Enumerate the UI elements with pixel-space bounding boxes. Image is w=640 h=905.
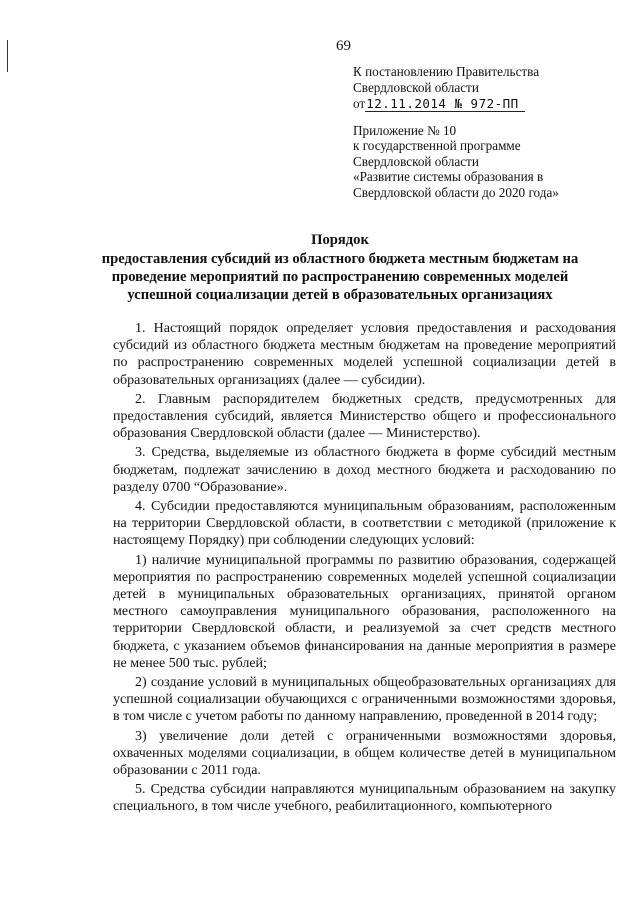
decree-number-sign: № (454, 95, 463, 111)
appendix-reference (353, 123, 559, 200)
condition-3: 3) увеличение доли детей с ограниченными возможностями здоровья, охваченных моделями социализации, в общем количестве детей в муниципальном образовании с 2011 года. (113, 728, 616, 779)
appendix-line-2: к государственной программе (353, 138, 521, 154)
decree-date-number (353, 96, 539, 112)
condition-1: 1) наличие муниципальной программы по развитию образования, содержащей мероприятия по распространению современных моделей успешной социализации детей в муниципальных образовательных организациях, принятой органом местного самоуправления муниципального образования, расположенного на территории Свердловской области, и реализуемой за счет средств местного бюджета, с указанием объемов финансирования на данные мероприятия в размере не менее 500 тыс. рублей; (113, 552, 616, 671)
title-main: Порядок (311, 232, 369, 248)
decree-date: 12.11.2014 (366, 95, 447, 111)
condition-2: 2) создание условий в муниципальных общеобразовательных организациях для успешной социализации обучающихся с ограниченными возможностями здоровья, в том числе с учетом работы по данному направлению, проведенной в 2014 году; (113, 675, 616, 725)
decree-prefix: от (353, 95, 366, 111)
title-line-2: проведение мероприятий по распространению современных моделей (111, 269, 569, 285)
title-line-1: предоставления субсидий из областного бюджета местным бюджетам на (101, 251, 579, 267)
appendix-line-1: Приложение № 10 (353, 123, 457, 138)
paragraph-1: 1. Настоящий порядок определяет условия предоставления и расходования субсидий из областного бюджета местным бюджетам на проведение мероприятий по распространению современных моделей успешной социализации детей в образовательных организациях (далее — субсидии). (113, 321, 616, 388)
decree-reference (353, 64, 539, 111)
paragraph-4: 4. Субсидии предоставляются муниципальным образованиям, расположенным на территории Свердловской области, в соответствии с методикой (приложение к настоящему Порядку) при соблюдении следующих условий: (113, 499, 616, 549)
decree-date-handwritten (365, 96, 525, 112)
decree-line-1: К постановлению Правительства (353, 64, 540, 79)
margin-mark (7, 40, 8, 72)
paragraph-3: 3. Средства, выделяемые из областного бюджета в форме субсидий местным бюджетам, подлежат зачислению в доход местного бюджета и расходованию по разделу 0700 “Образование». (113, 445, 616, 495)
decree-number: 972-ПП (470, 95, 519, 111)
document-body (113, 320, 616, 818)
appendix-line-3: Свердловской области (353, 153, 479, 169)
page-number: 69 (336, 38, 351, 54)
decree-line-2: Свердловской области (353, 79, 479, 95)
title-line-3: успешной социализации детей в образовательных организациях (127, 287, 553, 303)
document-title (60, 231, 620, 304)
appendix-line-5: Свердловской области до 2020 года» (353, 184, 559, 200)
paragraph-2: 2. Главным распорядителем бюджетных средств, предусмотренных для предоставления субсидий, является Министерство общего и профессионального образования Свердловской области (далее — Министерство). (113, 391, 616, 442)
appendix-line-4: «Развитие системы образования в (353, 169, 544, 185)
paragraph-5: 5. Средства субсидии направляются муниципальным образованием на закупку специального, в том числе учебного, реабилитационного, компьютерного (113, 782, 616, 815)
